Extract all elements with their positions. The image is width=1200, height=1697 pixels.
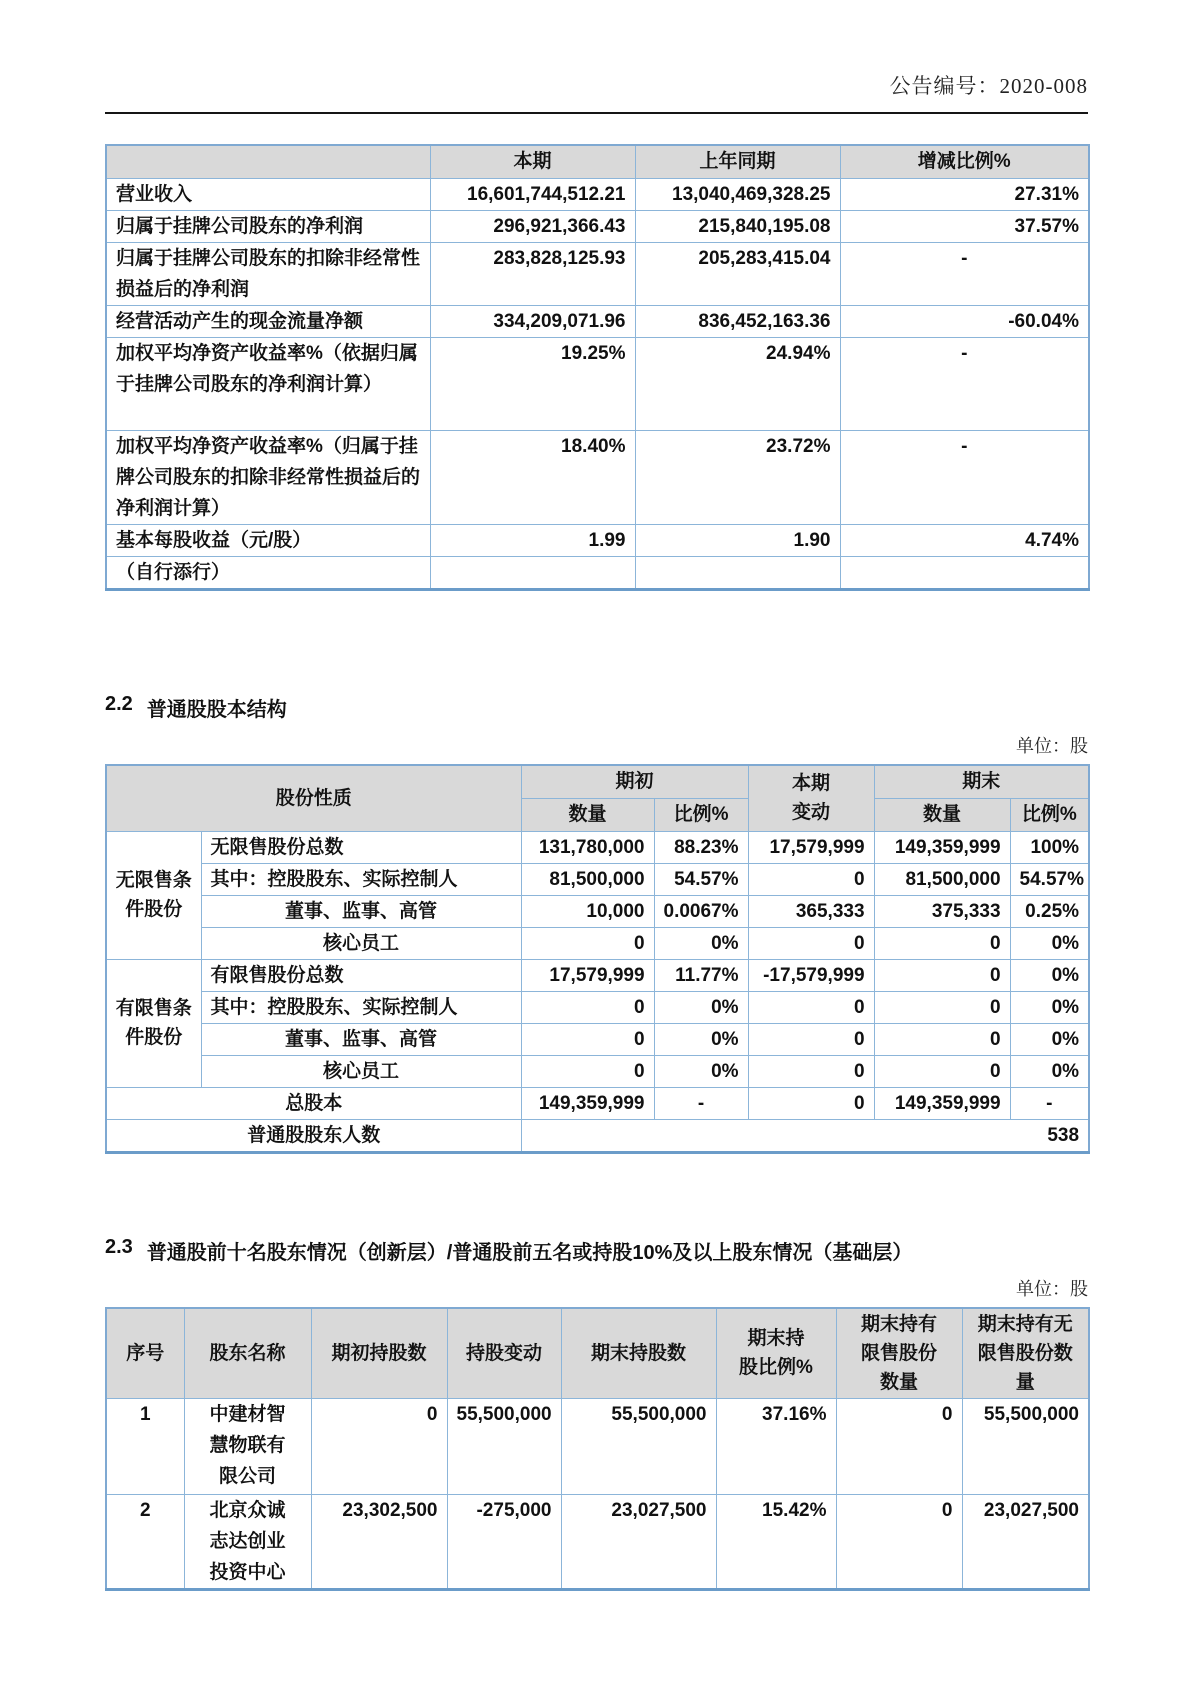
column-header-change-text: 本期变动 [792, 773, 831, 823]
key-financials-table [105, 144, 1090, 591]
value-cell: 0% [654, 1023, 748, 1055]
value-cell: - [840, 337, 1089, 430]
value-cell: 81,500,000 [874, 863, 1010, 895]
table-header-row [106, 1308, 1089, 1399]
value-cell: 0% [654, 927, 748, 959]
value-cell: 55,500,000 [447, 1399, 561, 1495]
value-cell: 0 [874, 1023, 1010, 1055]
value-cell: 0 [311, 1399, 447, 1495]
value-cell: 0 [836, 1495, 962, 1590]
table-row [106, 210, 1089, 242]
column-header-restricted [836, 1308, 962, 1399]
value-cell: 0 [748, 863, 874, 895]
value-cell: 1.99 [430, 524, 635, 556]
row-label: 有限售股份总数 [201, 959, 521, 991]
value-cell: 55,500,000 [561, 1399, 716, 1495]
value-cell: -60.04% [840, 305, 1089, 337]
value-cell: 54.57% [1010, 863, 1089, 895]
holders-count-value: 538 [521, 1119, 1089, 1152]
value-cell: 215,840,195.08 [635, 210, 840, 242]
unit-label: 单位：股 [1016, 1278, 1088, 1299]
row-label: 营业收入 [106, 178, 430, 210]
group-label-restricted: 有限售条件股份 [106, 959, 201, 1087]
shareholder-name [184, 1399, 311, 1495]
table-row [106, 242, 1089, 305]
column-header-qty: 数量 [521, 798, 654, 831]
value-cell: 0 [874, 991, 1010, 1023]
shareholder-name-text: 北京众诚志达创业投资中心 [209, 1500, 286, 1583]
column-header-no: 序号 [106, 1308, 184, 1399]
column-header-restricted-text: 期末持有限售股份数量 [860, 1313, 937, 1393]
column-header-end: 期末 [874, 765, 1089, 799]
value-cell: 37.16% [716, 1399, 836, 1495]
table-row [106, 991, 1089, 1023]
value-cell: 0 [748, 1055, 874, 1087]
value-cell: 4.74% [840, 524, 1089, 556]
value-cell: 0 [874, 959, 1010, 991]
table-row [106, 863, 1089, 895]
column-header-end: 期末持股数 [561, 1308, 716, 1399]
row-label: 总股本 [106, 1087, 521, 1119]
column-header-pct-text: 期末持股比例% [739, 1328, 813, 1379]
value-cell: 37.57% [840, 210, 1089, 242]
column-header-unrestricted [962, 1308, 1089, 1399]
row-label: 基本每股收益（元/股） [106, 524, 430, 556]
value-cell: 1.90 [635, 524, 840, 556]
column-header-change [748, 765, 874, 832]
column-header-begin: 期初持股数 [311, 1308, 447, 1399]
value-cell: 0% [1010, 1055, 1089, 1087]
value-cell: 23,027,500 [561, 1495, 716, 1590]
row-label: 董事、监事、高管 [201, 895, 521, 927]
table-row [106, 178, 1089, 210]
value-cell: 0.0067% [654, 895, 748, 927]
total-row [106, 1087, 1089, 1119]
table-row [106, 959, 1089, 991]
column-header-change: 持股变动 [447, 1308, 561, 1399]
value-cell: 0% [654, 1055, 748, 1087]
value-cell: - [1010, 1087, 1089, 1119]
row-label: 经营活动产生的现金流量净额 [106, 305, 430, 337]
column-header-name: 股东名称 [184, 1308, 311, 1399]
value-cell: 0 [748, 927, 874, 959]
value-cell: 149,359,999 [874, 831, 1010, 863]
value-cell: 10,000 [521, 895, 654, 927]
table-row [106, 305, 1089, 337]
value-cell: 0% [654, 991, 748, 1023]
value-cell: 23,302,500 [311, 1495, 447, 1590]
table-header-row [106, 145, 1089, 178]
value-cell: 0% [1010, 927, 1089, 959]
value-cell: 131,780,000 [521, 831, 654, 863]
value-cell: 13,040,469,328.25 [635, 178, 840, 210]
section-2-3-title [105, 1236, 1088, 1265]
section-number: 2.3 [105, 1235, 133, 1258]
rank-cell: 1 [106, 1399, 184, 1495]
row-label: 核心员工 [201, 1055, 521, 1087]
value-cell: 0% [1010, 959, 1089, 991]
value-cell: 334,209,071.96 [430, 305, 635, 337]
table-row [106, 1023, 1089, 1055]
row-label: 加权平均净资产收益率%（归属于挂牌公司股东的扣除非经常性损益后的净利润计算） [106, 430, 430, 524]
row-label: （自行添行） [106, 556, 430, 589]
value-cell: 0 [748, 1087, 874, 1119]
value-cell: 0 [836, 1399, 962, 1495]
value-cell: -275,000 [447, 1495, 561, 1590]
table-row [106, 1495, 1089, 1590]
value-cell: 0 [874, 1055, 1010, 1087]
value-cell: 17,579,999 [521, 959, 654, 991]
value-cell: 55,500,000 [962, 1399, 1089, 1495]
value-cell: 16,601,744,512.21 [430, 178, 635, 210]
value-cell: - [840, 242, 1089, 305]
top-shareholders-table [105, 1307, 1090, 1592]
table-cell [840, 556, 1089, 589]
value-cell: -17,579,999 [748, 959, 874, 991]
value-cell: 365,333 [748, 895, 874, 927]
column-header-pct [716, 1308, 836, 1399]
value-cell: 100% [1010, 831, 1089, 863]
value-cell: 149,359,999 [874, 1087, 1010, 1119]
value-cell: 0 [748, 1023, 874, 1055]
table-row [106, 556, 1089, 589]
value-cell: 19.25% [430, 337, 635, 430]
value-cell: 24.94% [635, 337, 840, 430]
value-cell: 296,921,366.43 [430, 210, 635, 242]
value-cell: 836,452,163.36 [635, 305, 840, 337]
announcement-number: 公告编号：2020-008 [889, 74, 1088, 98]
value-cell: 0 [521, 1055, 654, 1087]
value-cell: 0.25% [1010, 895, 1089, 927]
rank-cell: 2 [106, 1495, 184, 1590]
table-cell [106, 145, 430, 178]
shareholder-name-text: 中建材智慧物联有限公司 [209, 1404, 286, 1487]
value-cell: 11.77% [654, 959, 748, 991]
row-label: 无限售股份总数 [201, 831, 521, 863]
column-header-change: 增减比例% [840, 145, 1089, 178]
section-title-text: 普通股前十名股东情况（创新层）/普通股前五名或持股10%及以上股东情况（基础层） [146, 1241, 913, 1264]
row-label: 其中：控股股东、实际控制人 [201, 863, 521, 895]
table-row [106, 337, 1089, 430]
value-cell: 0% [1010, 991, 1089, 1023]
value-cell: 23.72% [635, 430, 840, 524]
unit-label: 单位：股 [1016, 735, 1088, 756]
value-cell: 15.42% [716, 1495, 836, 1590]
row-label: 董事、监事、高管 [201, 1023, 521, 1055]
column-header-pct: 比例% [1010, 798, 1089, 831]
section-number: 2.2 [105, 692, 133, 715]
row-label: 加权平均净资产收益率%（依据归属于挂牌公司股东的净利润计算） [106, 337, 430, 430]
table-row [106, 895, 1089, 927]
section-2-2-title [105, 693, 1088, 722]
page-content [105, 0, 1088, 1591]
column-header-share-type: 股份性质 [106, 765, 521, 832]
holders-count-row [106, 1119, 1089, 1152]
value-cell: - [654, 1087, 748, 1119]
value-cell: 54.57% [654, 863, 748, 895]
row-label: 归属于挂牌公司股东的扣除非经常性损益后的净利润 [106, 242, 430, 305]
row-label: 普通股股东人数 [106, 1119, 521, 1152]
divider-rule [105, 112, 1088, 114]
value-cell: 0% [1010, 1023, 1089, 1055]
value-cell: 81,500,000 [521, 863, 654, 895]
value-cell: 17,579,999 [748, 831, 874, 863]
table-header-row [106, 765, 1089, 799]
column-header-qty: 数量 [874, 798, 1010, 831]
group-label-unrestricted: 无限售条件股份 [106, 831, 201, 959]
value-cell: 88.23% [654, 831, 748, 863]
table-row [106, 927, 1089, 959]
value-cell: - [840, 430, 1089, 524]
value-cell: 205,283,415.04 [635, 242, 840, 305]
value-cell: 0 [521, 991, 654, 1023]
table-row [106, 1055, 1089, 1087]
value-cell: 27.31% [840, 178, 1089, 210]
share-structure-table [105, 764, 1090, 1154]
value-cell: 18.40% [430, 430, 635, 524]
value-cell: 0 [521, 927, 654, 959]
table-row [106, 430, 1089, 524]
value-cell: 375,333 [874, 895, 1010, 927]
column-header-current: 本期 [430, 145, 635, 178]
section-title-text: 普通股股本结构 [146, 698, 287, 721]
table-row [106, 831, 1089, 863]
value-cell: 283,828,125.93 [430, 242, 635, 305]
value-cell: 0 [521, 1023, 654, 1055]
value-cell: 149,359,999 [521, 1087, 654, 1119]
column-header-pct: 比例% [654, 798, 748, 831]
row-label: 核心员工 [201, 927, 521, 959]
shareholder-name [184, 1495, 311, 1590]
table-cell [430, 556, 635, 589]
table-row [106, 524, 1089, 556]
value-cell: 0 [748, 991, 874, 1023]
row-label: 其中：控股股东、实际控制人 [201, 991, 521, 1023]
table-row [106, 1399, 1089, 1495]
column-header-prior: 上年同期 [635, 145, 840, 178]
value-cell: 0 [874, 927, 1010, 959]
value-cell: 23,027,500 [962, 1495, 1089, 1590]
column-header-unrestricted-text: 期末持有无限售股份数量 [977, 1313, 1073, 1393]
row-label: 归属于挂牌公司股东的净利润 [106, 210, 430, 242]
table-cell [635, 556, 840, 589]
column-header-begin: 期初 [521, 765, 748, 799]
